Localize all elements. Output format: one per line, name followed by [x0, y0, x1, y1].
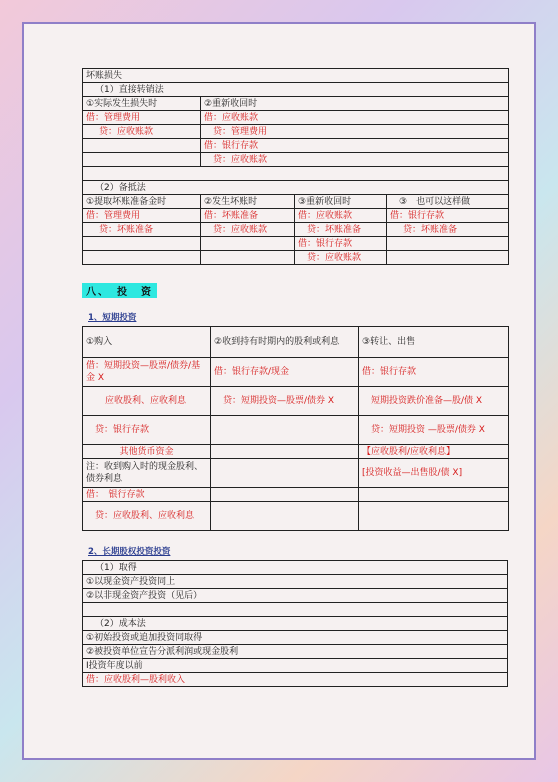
empty-cell [83, 237, 201, 251]
long-term-title [88, 545, 508, 557]
allowance-head-4: ③ 也可以这样做 [387, 195, 509, 209]
page-content [82, 68, 508, 687]
allowance-head-3: ③重新收回时 [295, 195, 387, 209]
entry-text: 【应收股利/应收利息】 [359, 445, 509, 459]
entry-text: 贷：应收账款 [83, 125, 201, 139]
entry-text: 其他货币资金 [83, 445, 211, 459]
entry-text: 借：银行存款 [387, 209, 509, 223]
entry-text: 借： 银行存款 [83, 488, 211, 502]
entry-text: 借：应收账款 [295, 209, 387, 223]
empty-cell [201, 237, 295, 251]
empty-cell [83, 139, 201, 153]
entry-text: 借：银行存款/现金 [211, 358, 359, 387]
short-head-3: ③转让、出售 [359, 327, 509, 358]
long-row: ①初始投资或追加投资同取得 [83, 631, 508, 645]
note-text: 注：收到购入时的现金股利、债券利息 [83, 459, 211, 488]
entry-text: 借：短期投资—股票/债券/基金 X [83, 358, 211, 387]
empty-row [83, 167, 509, 181]
entry-text: 贷：短期投资—股票/债券 X [211, 387, 359, 416]
entry-text: 贷：管理费用 [201, 125, 509, 139]
entry-text: 贷：应收账款 [295, 251, 387, 265]
empty-cell [83, 153, 201, 167]
long-row: ①以现金资产投资同上 [83, 575, 508, 589]
bad-debt-title: 坏账损失 [83, 69, 509, 83]
entry-text: 贷：短期投资 —股票/债券 X [359, 416, 509, 445]
short-term-title [88, 311, 508, 323]
long-row: （2）成本法 [83, 617, 508, 631]
short-head-2: ②收到持有时期内的股利或利息 [211, 327, 359, 358]
empty-cell [211, 502, 359, 531]
document-page [22, 22, 536, 760]
entry-text: 借：应收账款 [201, 111, 509, 125]
entry-text: 借：坏账准备 [201, 209, 295, 223]
section-heading [82, 283, 508, 297]
entry-text: 应收股利、应收利息 [83, 387, 211, 416]
long-row: ②以非现金资产投资（见后） [83, 589, 508, 603]
long-term-title-text: 2、长期股权投资投资 [88, 547, 171, 557]
entry-text: 借：银行存款 [201, 139, 509, 153]
allowance-label: （2）备抵法 [83, 181, 509, 195]
long-term-table [82, 560, 508, 687]
direct-writeoff-label: （1）直接转销法 [83, 83, 509, 97]
direct-col2-head: ②重新收回时 [201, 97, 509, 111]
entry-text: 贷：坏账准备 [295, 223, 387, 237]
empty-cell [359, 488, 509, 502]
empty-cell [211, 416, 359, 445]
long-row: Ⅰ投资年度以前 [83, 659, 508, 673]
bad-debt-table [82, 68, 509, 265]
empty-cell [201, 251, 295, 265]
entry-text: 借：银行存款 [295, 237, 387, 251]
empty-cell [387, 237, 509, 251]
empty-cell [359, 502, 509, 531]
short-term-table [82, 326, 509, 531]
entry-text: 贷：应收账款 [201, 223, 295, 237]
empty-cell [211, 488, 359, 502]
entry-text: 借：管理费用 [83, 111, 201, 125]
entry-text: [投资收益—出售股/债 X] [359, 459, 509, 488]
long-row [83, 603, 508, 617]
empty-cell [211, 459, 359, 488]
allowance-head-2: ②发生坏账时 [201, 195, 295, 209]
entry-text: 贷：坏账准备 [83, 223, 201, 237]
long-row: （1）取得 [83, 561, 508, 575]
empty-cell [387, 251, 509, 265]
entry-text: 借：管理费用 [83, 209, 201, 223]
section-heading-text: 八、 投 资 [82, 283, 157, 298]
empty-cell [211, 445, 359, 459]
short-head-1: ①购入 [83, 327, 211, 358]
entry-text: 短期投资跌价准备—股/债 X [359, 387, 509, 416]
direct-col1-head: ①实际发生损失时 [83, 97, 201, 111]
entry-text: 借：银行存款 [359, 358, 509, 387]
empty-cell [83, 251, 201, 265]
entry-text: 贷：应收账款 [201, 153, 509, 167]
short-term-title-text: 1、短期投资 [88, 313, 137, 323]
entry-text: 贷：应收股利、应收利息 [83, 502, 211, 531]
long-row: ②被投资单位宣告分派利润或现金股利 [83, 645, 508, 659]
allowance-head-1: ①提取坏账准备金时 [83, 195, 201, 209]
entry-text: 贷：坏账准备 [387, 223, 509, 237]
long-row: 借：应收股利—股利收入 [83, 673, 508, 687]
entry-text: 贷：银行存款 [83, 416, 211, 445]
